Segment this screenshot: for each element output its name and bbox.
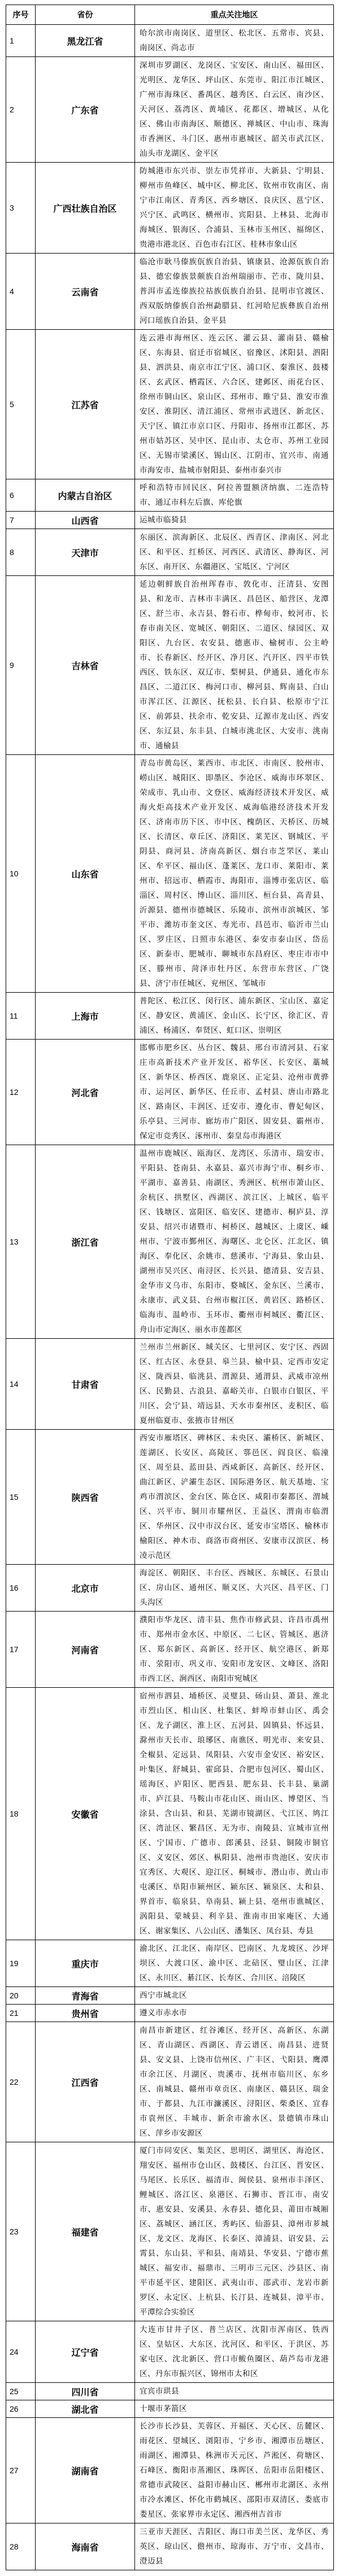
row-province: 天津市 xyxy=(36,529,135,576)
row-number: 14 xyxy=(6,1339,36,1430)
row-province: 福建省 xyxy=(36,2142,135,2321)
row-number: 18 xyxy=(6,1688,36,1940)
row-number: 16 xyxy=(6,1565,36,1612)
row-number: 25 xyxy=(6,2383,36,2400)
table-row xyxy=(6,330,334,479)
table-body xyxy=(6,25,334,2570)
row-areas: 呼和浩特市回民区、阿拉善盟额济纳旗、二连浩特市、通辽市科左后旗、库伦旗 xyxy=(135,479,334,512)
header-province: 省份 xyxy=(36,5,135,25)
table-row xyxy=(6,163,334,254)
row-areas: 东丽区、滨海新区、北辰区、西青区、津南区、河北区、和平区、红桥区、河西区、武清区、静海区、河东区、南开区、东疆港区、宝坻区、宁河区 xyxy=(135,529,334,576)
key-areas-table xyxy=(6,5,334,2570)
row-areas: 深圳市罗湖区、龙岗区、宝安区、南山区、福田区、光明区、龙华区、坪山区、东莞市、阳江市江城区、广州市海珠区、番禺区、越秀区、白云区、南沙区、天河区、荔湾区、黄埔区、花都区、增城区、从化区、佛山市南海区、顺德区、禅城区、中山市、珠海市香洲区、斗门区、惠州市惠城区、韶关市武江区、汕头市龙湖区、金平区 xyxy=(135,57,334,163)
table-row xyxy=(6,1339,334,1430)
row-number: 5 xyxy=(6,330,36,479)
row-number: 13 xyxy=(6,1145,36,1339)
table-row xyxy=(6,2418,334,2523)
row-number: 10 xyxy=(6,755,36,993)
row-number: 1 xyxy=(6,25,36,57)
row-number: 15 xyxy=(6,1430,36,1565)
table-row xyxy=(6,1987,334,2005)
row-province: 云南省 xyxy=(36,254,135,330)
row-province: 重庆市 xyxy=(36,1940,135,1987)
row-number: 7 xyxy=(6,512,36,529)
row-number: 8 xyxy=(6,529,36,576)
row-number: 11 xyxy=(6,993,36,1040)
table-header-row xyxy=(6,5,334,25)
row-province: 上海市 xyxy=(36,993,135,1040)
row-areas: 遵义市赤水市 xyxy=(135,2005,334,2022)
table-row xyxy=(6,479,334,512)
row-areas: 十堰市茅箭区 xyxy=(135,2400,334,2418)
row-areas: 宿州市泗县、埇桥区、灵璧县、砀山县、萧县、淮北市烈山区、相山区、杜集区、蚌埠市蚌山区、禹会区、龙子湖区、淮上区、五河县、固镇县、怀远县、滁州市天长市、琅琊区、南谯区、明光市、来安县、全椒县、定远县、凤阳县、六安市金安区、裕安区、叶集区、舒城县、霍邱县、合肥市包河区、蜀山区、瑶海区、庐阳区、肥西县、肥东县、长丰县、巢湖市、庐江县、马鞍山市花山区、雨山区、博望区、当涂县、含山县、和县、芜湖市镜湖区、弋江区、鸠江区、湾沚区、繁昌区、无为市、南陵县、宣城市宣州区、宁国市、广德市、郎溪县、泾县、铜陵市铜官区、义安区、郊区、枞阳县、池州市贵池区、安庆市宜秀区、大观区、迎江区、桐城市、潜山市、黄山市屯溪区、阜阳市颍州区、颍东区、颍泉区、太和县、界首市、临泉县、阜南县、颍上县、亳州市谯城区、涡阳县、蒙城县、利辛县、淮南市田家庵区、大通区、谢家集区、八公山区、潘集区、凤台县、寿县 xyxy=(135,1688,334,1940)
row-province: 北京市 xyxy=(36,1565,135,1612)
row-province: 甘肃省 xyxy=(36,1339,135,1430)
table-row xyxy=(6,2005,334,2022)
header-index: 序号 xyxy=(6,5,36,25)
row-province: 河南省 xyxy=(36,1612,135,1688)
table-row xyxy=(6,1040,334,1145)
table-row xyxy=(6,576,334,755)
table-row xyxy=(6,1565,334,1612)
row-areas: 长沙市长沙县、芙蓉区、开福区、天心区、岳麓区、雨花区、望城区、浏阳市、宁乡市、湘潭市岳塘区、雨湖区、湘潭县、株洲市天元区、芦淞区、荷塘区、石峰区、衡阳市蒸湘区、珠晖区、岳阳市岳阳楼区、常德市武陵区、益阳市赫山区、郴州市北湖区、永州市冷水滩区、怀化市鹤城区、邵阳市双清区、娄底市娄星区、张家界市永定区、湘西州吉首市 xyxy=(135,2418,334,2523)
row-province: 辽宁省 xyxy=(36,2321,135,2383)
row-areas: 临沧市耿马傣族佤族自治县、镇康县、沧源佤族自治县、德宏傣族景颇族自治州瑞丽市、芒市、陇川县、普洱市孟连傣族拉祜族佤族自治县、昆明市官渡区、西双版纳傣族自治州勐腊县、红河哈尼族彝族自治州河口瑶族自治县、金平县 xyxy=(135,254,334,330)
row-areas: 西安市雁塔区、碑林区、未央区、灞桥区、新城区、莲湖区、长安区、高陵区、鄠邑区、阎良区、临潼区、周至县、蓝田县、西咸新区、高新区、经开区、曲江新区、浐灞生态区、国际港务区、航天基地、宝鸡市渭滨区、金台区、陈仓区、咸阳市秦都区、渭城区、兴平市、铜川市耀州区、王益区、渭南市临渭区、华州区、汉中市汉台区、延安市宝塔区、榆林市榆阳区、神木市、商洛市商州区、安康市汉滨区、杨凌示范区 xyxy=(135,1430,334,1565)
table-row xyxy=(6,529,334,576)
row-areas: 海淀区、朝阳区、丰台区、西城区、东城区、石景山区、房山区、通州区、顺义区、大兴区、昌平区、门头沟区 xyxy=(135,1565,334,1612)
row-number: 17 xyxy=(6,1612,36,1688)
table-row xyxy=(6,1430,334,1565)
row-number: 19 xyxy=(6,1940,36,1987)
row-province: 安徽省 xyxy=(36,1688,135,1940)
row-number: 24 xyxy=(6,2321,36,2383)
row-number: 12 xyxy=(6,1040,36,1145)
row-number: 26 xyxy=(6,2400,36,2418)
table-row xyxy=(6,755,334,993)
row-areas: 南昌市新建区、红谷滩区、经开区、高新区、东湖区、青山湖区、西湖区、青云谱区、南昌县、进贤县、安义县、上饶市信州区、广丰区、弋阳县、鹰潭市余江区、月湖区、贵溪市、抚州市临川区、东乡区、南城县、赣州市章贡区、南康区、赣县区、瑞金市、于都县、九江市濂溪区、浔阳区、柴桑区、宜春市袁州区、丰城市、新余市渝水区、景德镇市珠山区、萍乡市安源区 xyxy=(135,2022,334,2142)
row-number: 22 xyxy=(6,2022,36,2142)
row-areas: 哈尔滨市南岗区、道里区、松北区、五常市、宾县、南岗区、尚志市 xyxy=(135,25,334,57)
row-areas: 连云港市海州区、连云区、灌云县、灌南县、赣榆区、东海县、宿迁市宿城区、宿豫区、沭阳县、泗阳县、泗洪县、南京市江宁区、浦口区、秦淮区、鼓楼区、玄武区、栖霞区、六合区、建邺区、雨花台区、徐州市铜山区、泉山区、邳州市、睢宁县、淮安市淮安区、淮阴区、清江浦区、常州市武进区、新北区、天宁区、镇江市京口区、丹阳市、扬州市江都区、苏州市姑苏区、吴中区、昆山市、太仓市、苏州工业园区、无锡市梁溪区、锡山区、江阴市、宜兴市、南通市海安市、盐城市射阳县、泰州市泰兴市 xyxy=(135,330,334,479)
row-province: 贵州省 xyxy=(36,2005,135,2022)
row-province: 江西省 xyxy=(36,2022,135,2142)
table-row xyxy=(6,25,334,57)
header-areas: 重点关注地区 xyxy=(135,5,334,25)
row-areas: 兰州市兰州新区、城关区、七里河区、安宁区、西固区、红古区、永登县、皋兰县、榆中县、定西市安定区、陇西县、临洮县、渭源县、通渭县、武威市凉州区、民勤县、古浪县、嘉峪关市、白银市白银区、平川区、会宁县、靖远县、天水市秦州区、麦积区、临夏州临夏市、张掖市甘州区 xyxy=(135,1339,334,1430)
row-areas: 运城市临猗县 xyxy=(135,512,334,529)
row-areas: 普陀区、松江区、闵行区、浦东新区、宝山区、嘉定区、静安区、黄浦区、金山区、长宁区、徐汇区、青浦区、杨浦区、奉贤区、虹口区、崇明区 xyxy=(135,993,334,1040)
row-province: 四川省 xyxy=(36,2383,135,2400)
row-province: 江苏省 xyxy=(36,330,135,479)
row-number: 28 xyxy=(6,2523,36,2570)
row-province: 陕西省 xyxy=(36,1430,135,1565)
row-areas: 渝北区、江北区、南岸区、巴南区、九龙坡区、沙坪坝区、大渡口区、渝中区、北碚区、璧山区、江津区、永川区、綦江区、长寿区、合川区、涪陵区 xyxy=(135,1940,334,1987)
row-province: 海南省 xyxy=(36,2523,135,2570)
table-row xyxy=(6,512,334,529)
row-number: 20 xyxy=(6,1987,36,2005)
table-row xyxy=(6,1940,334,1987)
table-row xyxy=(6,2383,334,2400)
row-number: 23 xyxy=(6,2142,36,2321)
row-areas: 温州市鹿城区、瓯海区、龙湾区、乐清市、瑞安市、平阳县、苍南县、永嘉县、嘉兴市海宁市、桐乡市、平湖市、嘉善县、南湖区、秀洲区、杭州市萧山区、余杭区、拱墅区、西湖区、滨江区、上城区、临平区、钱塘区、富阳区、临安区、建德市、桐庐县、淳安县、绍兴市诸暨市、柯桥区、越城区、上虞区、嵊州市、宁波市鄞州区、海曙区、北仑区、江北区、镇海区、奉化区、余姚市、慈溪市、宁海县、象山县、湖州市吴兴区、南浔区、长兴县、德清县、安吉县、金华市义乌市、东阳市、婺城区、金东区、兰溪市、永康市、武义县、台州市椒江区、黄岩区、路桥区、临海市、温岭市、玉环市、衢州市柯城区、衢江区、舟山市定海区、丽水市莲都区 xyxy=(135,1145,334,1339)
row-number: 3 xyxy=(6,163,36,254)
table-row xyxy=(6,993,334,1040)
row-areas: 防城港市东兴市、崇左市凭祥市、大新县、宁明县、柳州市鱼峰区、城中区、柳北区、钦州市钦南区、南宁市江南区、青秀区、西乡塘区、良庆区、邕宁区、兴宁区、武鸣区、横州市、宾阳县、上林县、北海市海城区、银海区、合浦县、玉林市玉州区、福绵区、贵港市港北区、百色市右江区、桂林市象山区 xyxy=(135,163,334,254)
row-province: 河北省 xyxy=(36,1040,135,1145)
table-row xyxy=(6,2022,334,2142)
row-province: 广东省 xyxy=(36,57,135,163)
row-province: 青海省 xyxy=(36,1987,135,2005)
row-areas: 延边朝鲜族自治州珲春市、敦化市、汪清县、安图县、和龙市、吉林市丰满区、昌邑区、船营区、龙潭区、舒兰市、永吉县、磐石市、桦甸市、蛟河市、长春市南关区、宽城区、朝阳区、二道区、绿园区、双阳区、九台区、农安县、德惠市、榆树市、公主岭市、长春新区、经开区、净月区、汽开区、四平市铁西区、铁东区、双辽市、梨树县、伊通县、通化市东昌区、二道江区、梅河口市、柳河县、辉南县、白山市浑江区、江源区、抚松县、长白县、松原市宁江区、前郭县、扶余市、乾安县、辽源市龙山区、西安区、东辽县、东丰县、白城市洮北区、大安市、洮南市、通榆县 xyxy=(135,576,334,755)
row-areas: 三亚市天涯区、吉阳区、海口市美兰区、龙华区、秀英区、琼山区、儋州市、琼海市、万宁市、文昌市、澄迈县 xyxy=(135,2523,334,2570)
row-province: 广西壮族自治区 xyxy=(36,163,135,254)
table-row xyxy=(6,2321,334,2383)
row-number: 21 xyxy=(6,2005,36,2022)
row-province: 吉林省 xyxy=(36,576,135,755)
table-row xyxy=(6,2523,334,2570)
row-number: 4 xyxy=(6,254,36,330)
row-province: 湖南省 xyxy=(36,2418,135,2523)
row-number: 6 xyxy=(6,479,36,512)
row-province: 山西省 xyxy=(36,512,135,529)
row-number: 9 xyxy=(6,576,36,755)
table-row xyxy=(6,1145,334,1339)
row-areas: 濮阳市华龙区、清丰县、焦作市修武县、许昌市禹州市、郑州市金水区、中原区、二七区、管城区、惠济区、郑东新区、高新区、经开区、航空港区、新郑市、荥阳市、巩义市、安阳市龙安区、文峰区、洛阳市西工区、涧西区、南阳市宛城区 xyxy=(135,1612,334,1688)
row-province: 黑龙江省 xyxy=(36,25,135,57)
table-row xyxy=(6,57,334,163)
table-row xyxy=(6,2400,334,2418)
table-row xyxy=(6,254,334,330)
row-areas: 宜宾市珙县 xyxy=(135,2383,334,2400)
row-number: 2 xyxy=(6,57,36,163)
row-province: 山东省 xyxy=(36,755,135,993)
row-areas: 邯郸市肥乡区、丛台区、魏县、邢台市清河县、石家庄市高新技术产业开发区、裕华区、长安区、藁城区、新华区、桥西区、鹿泉区、正定县、沧州市黄骅市、运河区、新华区、任丘市、孟村县、唐山市路北区、路南区、丰润区、迁安市、遵化市、曹妃甸区、乐亭县、三河市、廊坊市广阳区、固安县、霸州市、保定市竞秀区、涿州市、秦皇岛市海港区 xyxy=(135,1040,334,1145)
table-row xyxy=(6,1612,334,1688)
row-areas: 大连市甘井子区、普兰店区、沈阳市浑南区、铁西区、皇姑区、大东区、沈河区、和平区、于洪区、苏家屯区、沈北新区、营口市鲅鱼圈区、葫芦岛市龙港区、丹东市振兴区、锦州市太和区 xyxy=(135,2321,334,2383)
row-province: 内蒙古自治区 xyxy=(36,479,135,512)
table-row xyxy=(6,2142,334,2321)
row-province: 浙江省 xyxy=(36,1145,135,1339)
table-row xyxy=(6,1688,334,1940)
row-province: 湖北省 xyxy=(36,2400,135,2418)
row-areas: 青岛市黄岛区、莱西市、市北区、市南区、胶州市、崂山区、城阳区、即墨区、李沧区、威海市环翠区、荣成市、乳山市、文登区、威海经济技术开发区、威海火炬高技术产业开发区、威海临港经济技术开发区、济南市历下区、市中区、槐荫区、天桥区、历城区、长清区、章丘区、济阳区、莱芜区、钢城区、平阴县、商河县、济南高新区、烟台市芝罘区、莱山区、牟平区、福山区、蓬莱区、龙口市、莱阳市、莱州市、招远市、栖霞市、海阳市、淄博市张店区、临淄区、周村区、博山区、淄川区、桓台县、高青县、沂源县、德州市德城区、乐陵市、滨州市滨城区、邹平市、潍坊市奎文区、寿光市、昌邑市、临沂市兰山区、罗庄区、日照市东港区、泰安市泰山区、岱岳区、新泰市、肥城市、聊城市东昌府区、枣庄市市中区、滕州市、菏泽市牡丹区、东营市东营区、广饶县、济宁市任城区、兖州区、邹城市 xyxy=(135,755,334,993)
row-areas: 西宁市城北区 xyxy=(135,1987,334,2005)
row-areas: 厦门市同安区、集美区、思明区、湖里区、海沧区、翔安区、福州市仓山区、鼓楼区、台江区、晋安区、马尾区、长乐区、福清市、闽侯县、泉州市丰泽区、鲤城区、洛江区、泉港区、石狮市、晋江市、南安市、惠安县、安溪县、永春县、德化县、莆田市城厢区、荔城区、涵江区、秀屿区、仙游县、漳州市芗城区、龙文区、龙海区、长泰区、漳浦县、诏安县、云霄县、东山县、平和县、南靖县、华安县、宁德市蕉城区、福安市、福鼎市、三明市三元区、沙县区、南平市延平区、建阳区、武夷山市、邵武市、龙岩市新罗区、永定区、上杭县、长汀县、连城县、漳平市、平潭综合实验区 xyxy=(135,2142,334,2321)
row-number: 27 xyxy=(6,2418,36,2523)
